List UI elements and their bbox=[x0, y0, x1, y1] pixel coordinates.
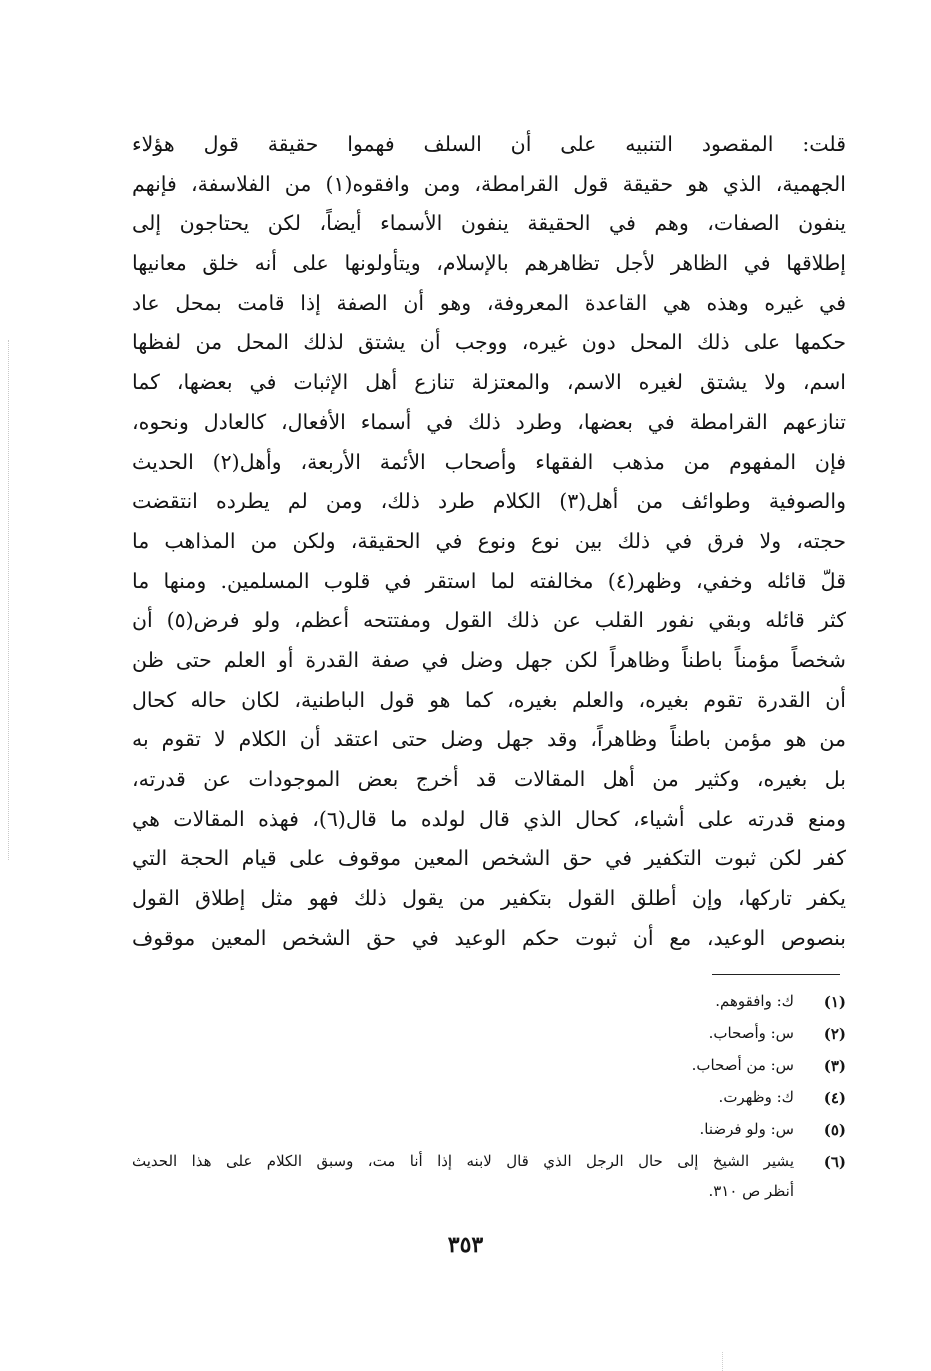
text-line: بنصوص الوعيد، مع أن ثبوت حكم الوعيد في حق الشخص المعين موقوف bbox=[132, 925, 846, 950]
footnote bbox=[132, 1114, 846, 1146]
text-line: إطلاقها في الظاهر لأجل تظاهرهم بالإسلام، ويتأولونها على أنه خلق معانيها bbox=[132, 251, 846, 276]
footnote-text bbox=[132, 1082, 794, 1114]
text-line: حكمها على ذلك المحل دون غيره، ووجب أن يشتق لذلك المحل من لفظها bbox=[132, 330, 846, 355]
scan-bottom-mark bbox=[722, 1352, 723, 1371]
text-line: كثر قائله وبقي نفور القلب عن ذلك القول ومفتتحه أعظم، ولو فرض(٥) أن bbox=[132, 608, 846, 633]
footnote-text bbox=[132, 1050, 794, 1082]
footnote-number: (٦) bbox=[823, 1153, 846, 1171]
text-line: كفر لكن ثبوت التكفير في حق الشخص المعين موقوف على قيام الحجة التي bbox=[132, 846, 846, 871]
text-line: تنازعهم القرامطة في بعضها، وطرد ذلك في أسماء الأفعال، كالعادل ونحوه، bbox=[132, 409, 846, 434]
text-line: قلّ قائله وخفي، وظهر(٤) مخالفته لما استقر في قلوب المسلمين. ومنها ما bbox=[132, 568, 846, 593]
text-line: فإن المفهوم من مذهب الفقهاء وأصحاب الأئمة الأربعة، وأهل(٢) الحديث bbox=[132, 449, 846, 474]
footnote-line: ك: وظهرت. bbox=[718, 1088, 794, 1106]
footnote bbox=[132, 1050, 846, 1082]
footnote bbox=[132, 1146, 846, 1206]
footnote-number: (٥) bbox=[823, 1121, 846, 1139]
text-line: الجهمية، الذي هو حقيقة قول القرامطة، ومن وافقوه(١) من الفلاسفة، فإنهم bbox=[132, 171, 846, 196]
footnote bbox=[132, 986, 846, 1018]
footnote-text bbox=[132, 1018, 794, 1050]
footnote-number: (٣) bbox=[823, 1057, 846, 1075]
text-line: بل بغيره، وكثير من أهل المقالات قد أخرج بعض الموجودات عن قدرته، bbox=[132, 767, 846, 791]
scan-margin-mark bbox=[8, 340, 9, 860]
footnote-line: س: وأصحاب. bbox=[708, 1024, 794, 1042]
text-line: قلت: المقصود التنبيه على أن السلف فهموا حقيقة قول هؤلاء bbox=[132, 132, 846, 156]
text-line: في غيره وهذه هي القاعدة المعروفة، وهو أن الصفة إذا قامت بمحل عاد bbox=[132, 290, 846, 315]
footnote-line: س: ولو فرضنا. bbox=[699, 1120, 794, 1138]
text-line: ينفون الصفات، وهم في الحقيقة ينفون الأسماء أيضاً، لكن يحتاجون إلى bbox=[132, 211, 846, 236]
text-line: حجته، ولا فرق في ذلك بين نوع ونوع في الحقيقة، ولكن من المذاهب ما bbox=[132, 528, 846, 553]
footnote-number: (٢) bbox=[823, 1025, 846, 1043]
footnote-text bbox=[132, 1146, 794, 1206]
text-line: شخصاً مؤمناً باطناً وظاهراً لكن جهل وضل في صفة القدرة أو العلم حتى ظن bbox=[132, 647, 846, 672]
footnote bbox=[132, 1018, 846, 1050]
footnote-text bbox=[132, 986, 794, 1018]
text-line: ومنع قدرته على أشياء، كحال الذي قال لولده ما قال(٦)، فهذه المقالات هي bbox=[132, 806, 846, 831]
footnote-number: (١) bbox=[823, 993, 846, 1011]
text-line: يكفر تاركها، وإن أطلق القول بتكفير من يقول ذلك فهو مثل إطلاق القول bbox=[132, 886, 846, 911]
footnote-line: أنظر ص ٣١٠. bbox=[708, 1182, 794, 1200]
footnote-line: ك: وافقوهم. bbox=[715, 992, 794, 1010]
text-line: من هو مؤمن باطناً وظاهراً، وقد جهل وضل حتى اعتقد أن الكلام لا تقوم به bbox=[132, 727, 846, 752]
footnotes-block bbox=[132, 986, 846, 1206]
text-line: أن القدرة تقوم بغيره، والعلم بغيره، كما هو قول الباطنية، لكان حاله كحال bbox=[132, 687, 846, 712]
main-text-block bbox=[132, 125, 846, 958]
page-number: ٣٥٣ bbox=[447, 1232, 484, 1258]
footnote-text bbox=[132, 1114, 794, 1146]
footnote-line: يشير الشيخ إلى حال الرجل الذي قال لابنه إذا أنا مت، وسبق الكلام على هذا الحديث bbox=[132, 1152, 794, 1170]
text-line: والصوفية وطوائف من أهل(٣) الكلام طرد ذلك، ومن لم يطرده انتقضت bbox=[132, 489, 846, 514]
text-line: اسم، ولا يشتق لغيره الاسم، والمعتزلة تنازع أهل الإثبات في بعضها، كما bbox=[132, 370, 846, 395]
footnote-number: (٤) bbox=[823, 1089, 846, 1107]
footnote bbox=[132, 1082, 846, 1114]
footnote-separator bbox=[712, 974, 840, 975]
footnote-line: س: من أصحاب. bbox=[691, 1056, 794, 1074]
